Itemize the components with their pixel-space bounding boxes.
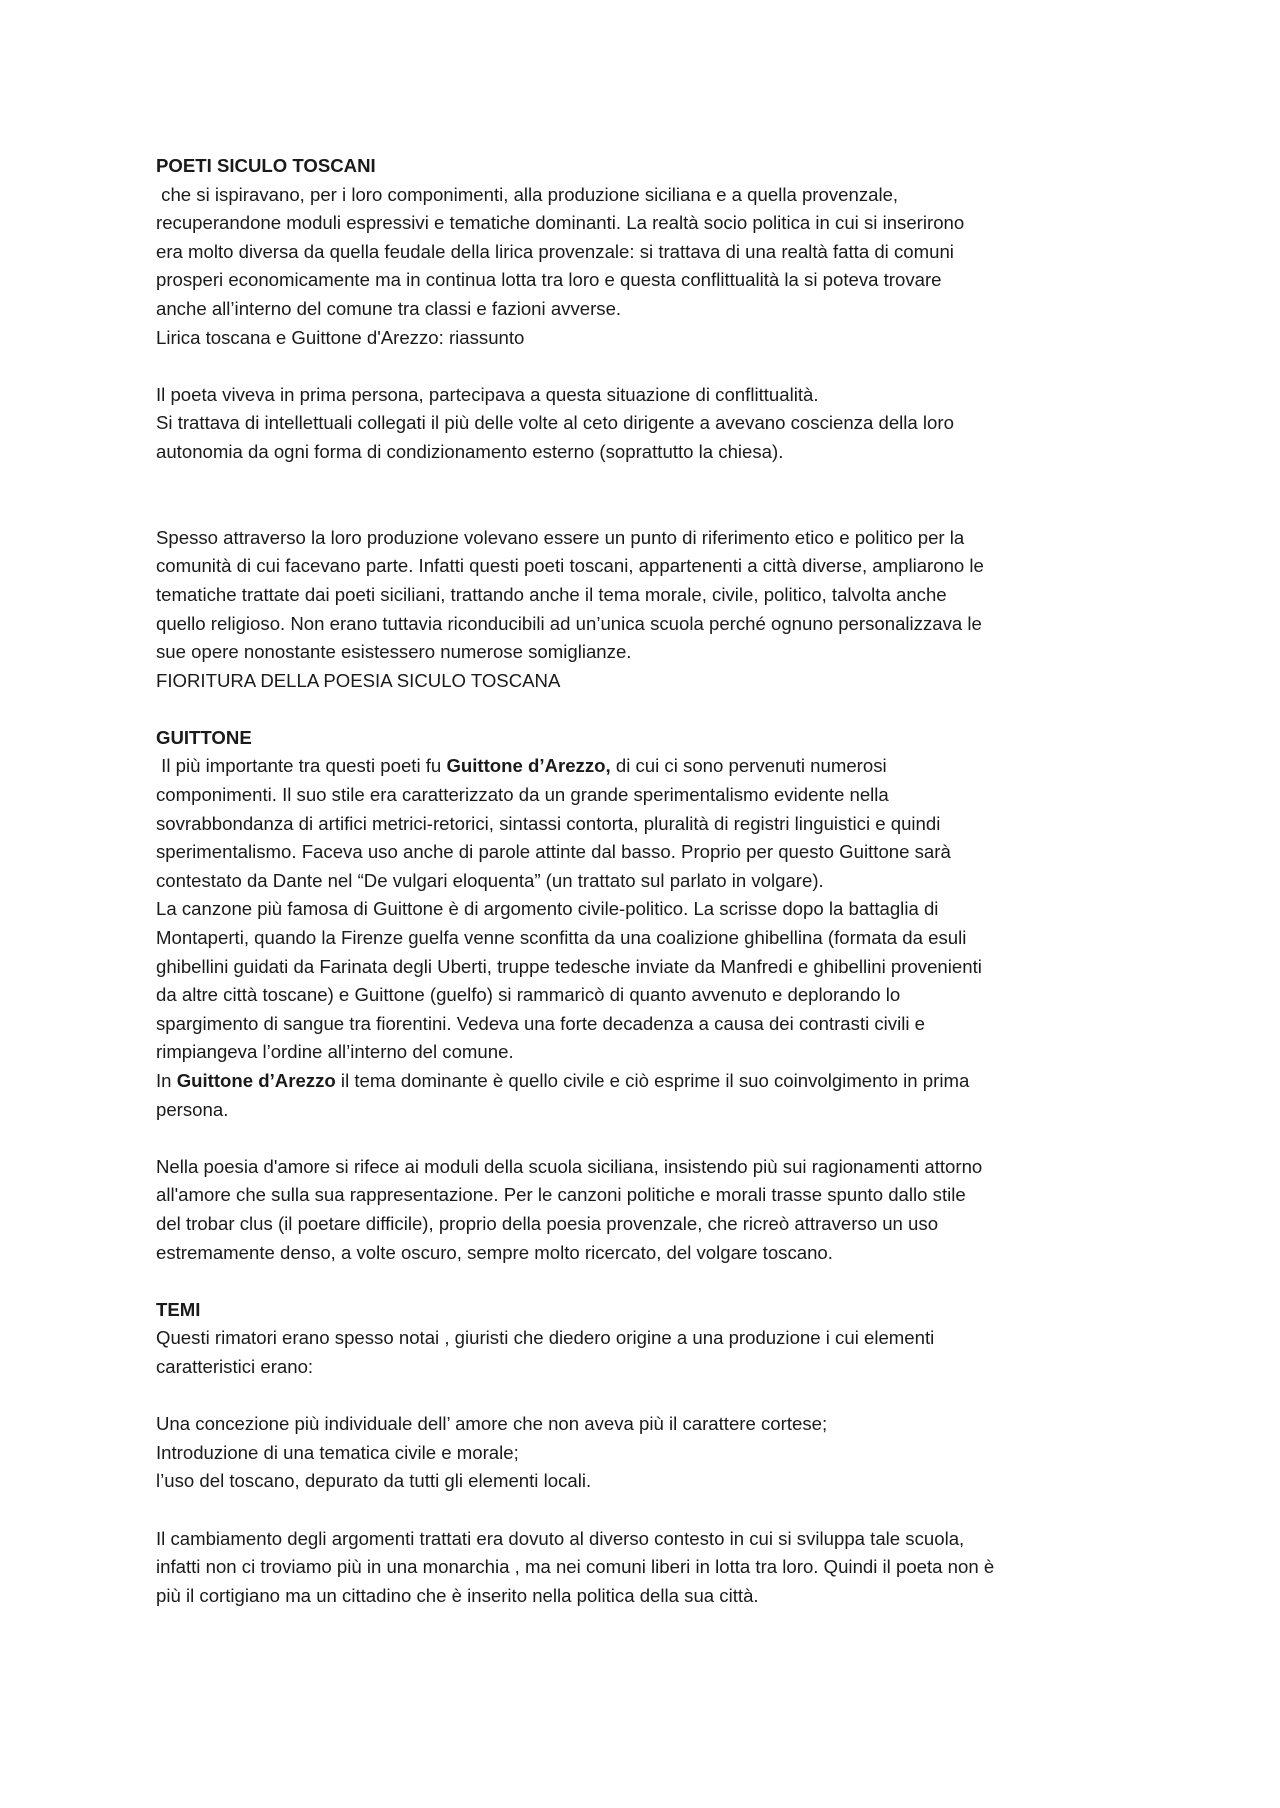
list-item: Una concezione più individuale dell’ amore che non aveva più il carattere cortese; xyxy=(156,1413,828,1435)
text-run: Il più importante tra questi poeti fu xyxy=(156,755,447,777)
paragraph-line: caratteristici erano: xyxy=(156,1355,314,1377)
paragraph-line: infatti non ci troviamo più in una monarchia , ma nei comuni liberi in lotta tra loro. Quindi il poeta non è xyxy=(156,1556,995,1578)
list-item: l’uso del toscano, depurato da tutti gli elementi locali. xyxy=(156,1470,592,1492)
paragraph-line: sue opere nonostante esistessero numerose somiglianze. xyxy=(156,641,632,663)
spacer xyxy=(156,1382,1146,1411)
spacer xyxy=(156,1124,1146,1153)
paragraph-line: Il poeta viveva in prima persona, partecipava a questa situazione di conflittualità. xyxy=(156,383,819,405)
paragraph-line: del trobar clus (il poetare difficile), proprio della poesia provenzale, che ricreò attraverso un uso xyxy=(156,1212,939,1234)
paragraph-line: contestato da Dante nel “De vulgari eloquenta” (un trattato sul parlato in volgare). xyxy=(156,869,824,891)
spacer xyxy=(156,352,1146,381)
subtitle-line: Lirica toscana e Guittone d'Arezzo: riassunto xyxy=(156,326,525,348)
document-page xyxy=(156,152,1146,1610)
paragraph-line: era molto diversa da quella feudale della lirica provenzale: si trattava di una realtà fatta di comuni xyxy=(156,240,954,262)
paragraph-line: anche all’interno del comune tra classi e fazioni avverse. xyxy=(156,297,622,319)
paragraph-line: quello religioso. Non erano tuttavia riconducibili ad un’unica scuola perché ognuno personalizzava le xyxy=(156,612,982,634)
bold-name-guittone: Guittone d’Arezzo xyxy=(176,1070,336,1091)
paragraph-line: prosperi economicamente ma in continua lotta tra loro e questa conflittualità la si poteva trovare xyxy=(156,269,942,291)
text-run: di cui ci sono pervenuti numerosi xyxy=(610,755,887,777)
paragraph-line: Questi rimatori erano spesso notai , giuristi che diedero origine a una produzione i cui elementi xyxy=(156,1327,935,1349)
paragraph-line: all'amore che sulla sua rappresentazione. Per le canzoni politiche e morali trasse spunto dallo stile xyxy=(156,1184,966,1206)
list-item: Introduzione di una tematica civile e morale; xyxy=(156,1441,519,1463)
section-heading-temi: TEMI xyxy=(156,1298,201,1320)
paragraph-line xyxy=(156,752,1146,781)
spacer xyxy=(156,695,1146,724)
paragraph-line: persona. xyxy=(156,1098,229,1120)
paragraph-line: spargimento di sangue tra fiorentini. Vedeva una forte decadenza a causa dei contrasti civili e xyxy=(156,1012,926,1034)
paragraph-line: tematiche trattate dai poeti siciliani, trattando anche il tema morale, civile, politico, talvolta anche xyxy=(156,583,947,605)
paragraph-line: sovrabbondanza di artifici metrici-retorici, sintassi contorta, pluralità di registri linguistici e quindi xyxy=(156,812,941,834)
paragraph-line: Spesso attraverso la loro produzione volevano essere un punto di riferimento etico e politico per la xyxy=(156,526,965,548)
section-heading-guittone: GUITTONE xyxy=(156,726,252,748)
spacer xyxy=(156,467,1146,524)
paragraph-line: estremamente denso, a volte oscuro, sempre molto ricercato, del volgare toscano. xyxy=(156,1241,833,1263)
text-run: In xyxy=(156,1070,177,1091)
paragraph-line: che si ispiravano, per i loro componimenti, alla produzione siciliana e a quella provenzale, xyxy=(156,183,899,205)
section-heading-poeti-siculo-toscani: POETI SICULO TOSCANI xyxy=(156,155,376,176)
paragraph-line: comunità di cui facevano parte. Infatti questi poeti toscani, appartenenti a città diverse, ampliarono le xyxy=(156,555,984,577)
paragraph-line xyxy=(156,1067,1146,1096)
spacer xyxy=(156,1267,1146,1296)
text-run: il tema dominante è quello civile e ciò esprime il suo coinvolgimento in prima xyxy=(335,1070,970,1091)
paragraph-line: Montaperti, quando la Firenze guelfa venne sconfitta da una coalizione ghibellina (formata da esuli xyxy=(156,927,967,949)
paragraph-line: recuperandone moduli espressivi e tematiche dominanti. La realtà socio politica in cui si inserirono xyxy=(156,212,965,234)
paragraph-line: autonomia da ogni forma di condizionamento esterno (soprattutto la chiesa). xyxy=(156,440,784,462)
bold-name-guittone: Guittone d’Arezzo, xyxy=(446,755,611,777)
spacer xyxy=(156,1496,1146,1525)
paragraph-line: da altre città toscane) e Guittone (guelfo) si rammaricò di quanto avvenuto e deplorando lo xyxy=(156,984,901,1006)
paragraph-line: sperimentalismo. Faceva uso anche di parole attinte dal basso. Proprio per questo Guittone sarà xyxy=(156,841,951,863)
paragraph-line: componimenti. Il suo stile era caratterizzato da un grande sperimentalismo evidente nella xyxy=(156,784,889,806)
paragraph-line: ghibellini guidati da Farinata degli Uberti, truppe tedesche inviate da Manfredi e ghibellini provenienti xyxy=(156,955,982,977)
subtitle-line: FIORITURA DELLA POESIA SICULO TOSCANA xyxy=(156,669,561,691)
paragraph-line: Nella poesia d'amore si rifece ai moduli della scuola siciliana, insistendo più sui ragionamenti attorno xyxy=(156,1155,983,1177)
paragraph-line: Il cambiamento degli argomenti trattati era dovuto al diverso contesto in cui si sviluppa tale scuola, xyxy=(156,1527,965,1549)
paragraph-line: Si trattava di intellettuali collegati il più delle volte al ceto dirigente a avevano coscienza della loro xyxy=(156,412,954,434)
paragraph-line: rimpiangeva l’ordine all’interno del comune. xyxy=(156,1041,514,1063)
paragraph-line: più il cortigiano ma un cittadino che è inserito nella politica della sua città. xyxy=(156,1584,759,1606)
paragraph-line: La canzone più famosa di Guittone è di argomento civile-politico. La scrisse dopo la battaglia di xyxy=(156,898,939,920)
